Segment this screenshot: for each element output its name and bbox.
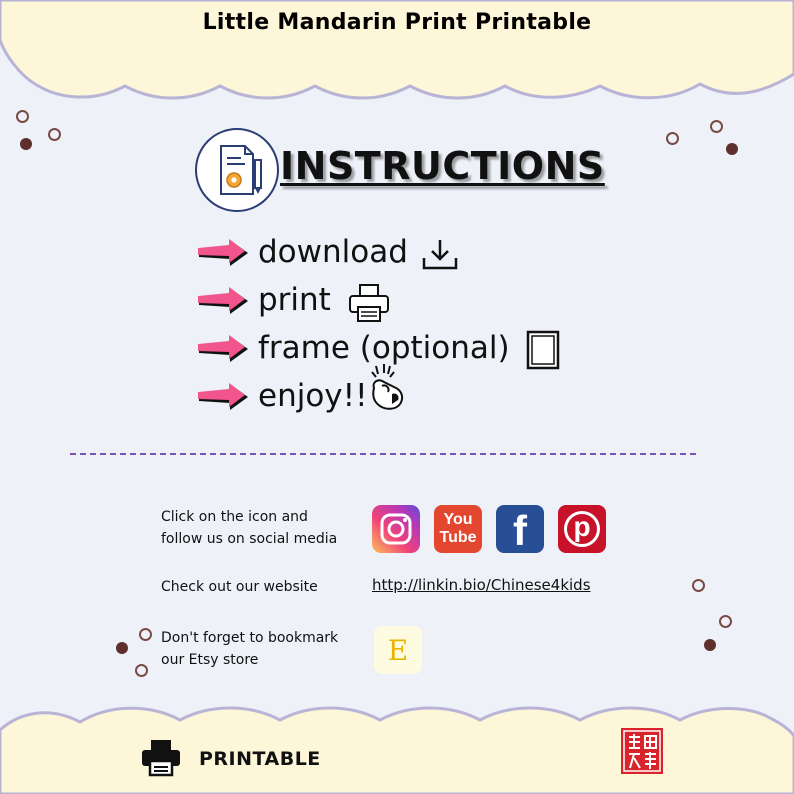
instagram-icon[interactable] <box>372 505 420 553</box>
website-link[interactable]: http://linkin.bio/Chinese4kids <box>372 576 591 594</box>
arrow-icon <box>196 286 250 314</box>
facebook-letter: f <box>513 507 527 554</box>
step-label: enjoy!! <box>258 378 368 414</box>
printer-icon <box>346 282 392 324</box>
website-label: Check out our website <box>161 579 318 595</box>
instructions-title: INSTRUCTIONS <box>280 144 605 188</box>
facebook-icon[interactable] <box>496 505 544 553</box>
bottom-cloud-banner <box>0 700 794 794</box>
etsy-prompt-line: Don't forget to bookmark <box>161 630 339 646</box>
step-label: frame (optional) <box>258 330 510 366</box>
printer-icon <box>140 739 182 777</box>
decor-ring <box>710 120 723 133</box>
step-download <box>196 232 408 272</box>
step-label: print <box>258 282 331 318</box>
download-icon <box>420 236 460 272</box>
finger-heart-icon <box>366 362 410 412</box>
frame-icon <box>526 330 560 370</box>
etsy-letter: E <box>387 633 409 667</box>
decor-ring <box>139 628 152 641</box>
decor-ring <box>135 664 148 677</box>
step-label: download <box>258 234 408 270</box>
printable-label: PRINTABLE <box>199 748 321 770</box>
social-prompt-line: Click on the icon and <box>161 509 308 525</box>
decor-dot <box>726 143 738 155</box>
decor-dot <box>20 138 32 150</box>
etsy-prompt <box>161 627 338 671</box>
decor-ring <box>719 615 732 628</box>
etsy-prompt-line: our Etsy store <box>161 652 259 668</box>
step-frame <box>196 328 510 368</box>
step-enjoy <box>196 376 368 416</box>
pinterest-icon[interactable] <box>558 505 606 553</box>
decor-ring <box>16 110 29 123</box>
etsy-icon[interactable] <box>374 626 422 674</box>
decor-ring <box>666 132 679 145</box>
youtube-text: Tube <box>439 529 477 546</box>
youtube-text: You <box>443 511 473 528</box>
social-prompt <box>161 506 337 550</box>
pinterest-letter: p <box>573 511 591 542</box>
youtube-icon[interactable] <box>434 505 482 553</box>
dashed-divider <box>70 453 696 455</box>
document-gear-icon <box>195 128 279 212</box>
chinese-seal-icon <box>621 728 663 774</box>
social-prompt-line: follow us on social media <box>161 531 338 547</box>
arrow-icon <box>196 382 250 410</box>
site-title: Little Mandarin Print Printable <box>202 10 592 35</box>
decor-ring <box>692 579 705 592</box>
decor-dot <box>116 642 128 654</box>
decor-dot <box>704 639 716 651</box>
step-print <box>196 280 331 320</box>
decor-ring <box>48 128 61 141</box>
arrow-icon <box>196 238 250 266</box>
arrow-icon <box>196 334 250 362</box>
